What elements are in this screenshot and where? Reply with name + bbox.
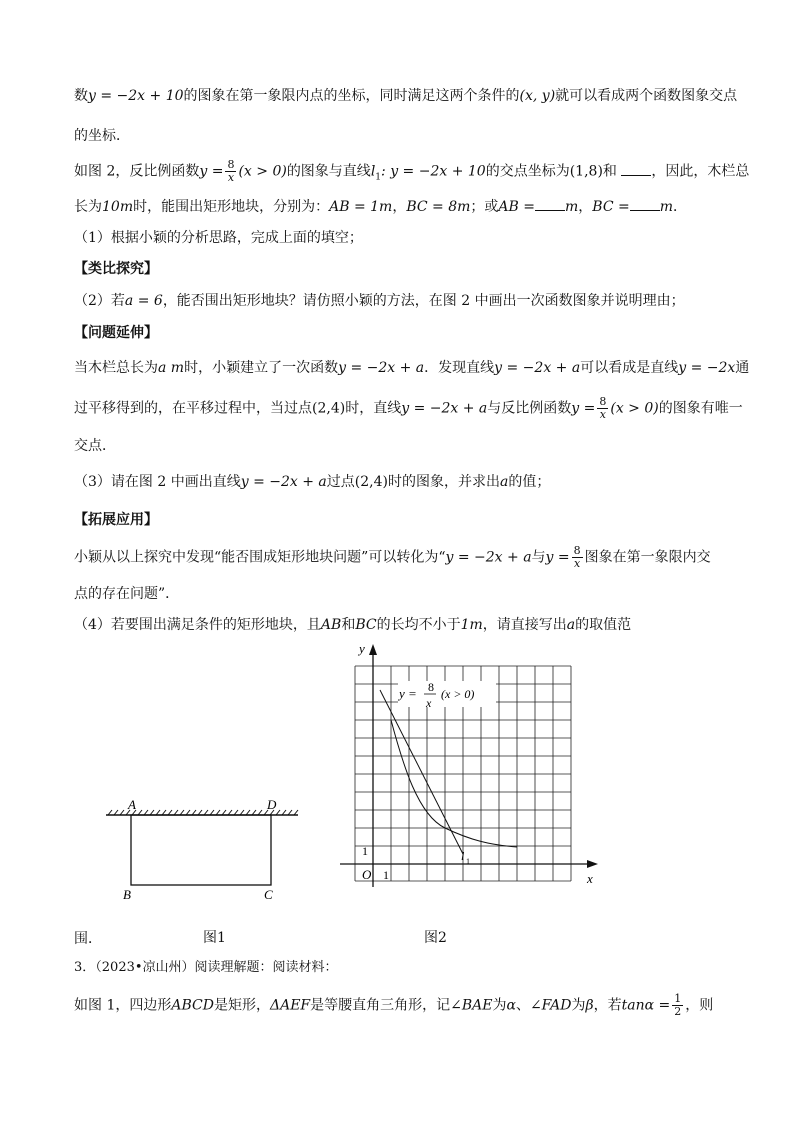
text: 和 [602,163,617,180]
text: 与 [531,549,546,566]
para4-line1 [74,545,724,570]
math: a m [158,360,185,376]
para1-line1 [74,86,738,106]
figure-2 [330,635,610,890]
text: 的图象在第一象限内点的坐标，同时满足这两个条件的 [183,88,520,104]
text: 的取值范 [575,617,632,633]
text: 时，直线 [345,400,402,417]
text: ．发现直线 [424,360,495,376]
math: y = −2x + a [338,360,425,376]
figure-2-caption: 图2 [424,930,447,946]
text: 的值； [508,474,551,490]
next-question-line2 [74,993,724,1018]
text: 时，能围出矩形地块，分别为： [133,199,330,215]
math: y = −2x + a [401,400,488,417]
origin-label: O [362,867,372,882]
fraction [225,159,236,184]
y-tick-label: 1 [362,844,368,858]
denominator: 2 [674,1005,682,1018]
text: 数 [74,88,88,104]
math: AB = [498,199,535,215]
math: ΔAEF [269,997,311,1014]
math: α [506,997,516,1014]
math: BC [355,617,377,633]
text: ，因此，木栏总 [651,163,750,180]
para1-line2: 的坐标． [74,128,130,144]
math: y = −2x + a [445,549,532,566]
numerator: 8 [573,544,581,557]
text: 如图 2，反比例函数 [74,163,200,180]
curve-label-den: x [426,696,432,710]
text: 的图象有唯一 [658,400,743,417]
text: ，则 [685,997,714,1014]
math: (x > 0) [238,163,287,180]
text: ，请直接写出 [482,617,567,633]
question-4 [74,615,724,635]
answer-blank[interactable] [630,210,660,211]
line-label-sub: 1 [466,857,470,866]
line-label: l [461,849,465,863]
text: ，若 [593,997,622,1014]
fraction [597,396,608,421]
text: 是矩形， [213,997,270,1014]
label-a: A [128,797,136,812]
x-tick-label: 1 [383,868,389,882]
figure-1 [100,795,310,905]
question-3 [74,472,724,492]
math: l [370,163,376,180]
para2-line2 [74,197,724,217]
math: AB [320,617,342,633]
x-axis-label: x [587,871,593,886]
question-4-end: 围． [74,931,102,947]
text: 与反比例函数 [487,400,572,417]
text: 就可以看成两个函数图象交点 [555,88,738,104]
math: (2,4) [312,400,346,417]
text: ，能否围出矩形地块？请仿照小颖的方法，在图 2 中画出一次函数图象并说明理由； [162,293,685,309]
curve-label-y: y = [399,686,417,701]
text: （4）若要围出满足条件的矩形地块，且 [74,617,321,633]
text: 的交点坐标为 [485,163,570,180]
math: y = −2x + a [240,474,327,490]
text: 、 [515,997,530,1014]
question-2 [74,291,724,311]
denominator: x [574,557,581,570]
text: ， [392,199,407,215]
label-b: B [123,887,131,902]
math: (1,8) [569,163,603,180]
y-axis-arrow [369,644,377,655]
text: 可以看成是直线 [580,360,679,376]
text: 小颖从以上探究中发现“能否围成矩形地块问题”可以转化为“ [74,549,446,566]
para4-line2: 点的存在问题”． [74,586,180,602]
text: 通 [735,360,750,376]
text: 时，小颖建立了一次函数 [184,360,339,376]
text: 过平移得到的，在平移过程中，当过点 [74,400,312,417]
text: 为 [492,997,507,1014]
text: ；或 [470,199,499,215]
answer-blank[interactable] [535,210,565,211]
math: tanα = [621,997,671,1014]
text: ． [673,199,687,215]
numerator: 8 [599,395,607,408]
math: AB = 1m [329,199,393,215]
text: 当木栏总长为 [74,360,158,376]
text: 和 [341,617,356,633]
fraction [672,993,683,1018]
text: 为 [571,997,586,1014]
rectangle-abcd [131,815,271,885]
text: 时的图象，并求出 [387,474,500,490]
para3-line3: 交点． [74,438,116,454]
math: y = [571,400,596,417]
answer-blank[interactable] [621,175,651,176]
curve-label-cond: (x > 0) [441,687,475,701]
para2-line1 [74,158,750,187]
math: a = 6 [124,293,163,309]
text: 是等腰直角三角形，记 [310,997,451,1014]
fraction [572,545,583,570]
math: m [564,199,579,215]
next-question-line1: 3．（2023•凉山州）阅读理解题：阅读材料： [74,960,338,975]
math: ∠FAD [529,997,572,1014]
math: m [659,199,673,215]
numerator: 8 [227,158,235,171]
para3-line2 [74,395,743,421]
text: 长为 [74,199,102,215]
denominator: x [599,408,606,421]
text: 如图 1，四边形 [74,997,172,1014]
math: 1m [460,617,483,633]
math: a [566,617,576,633]
math: y = [199,163,224,180]
math: ∠BAE [450,997,493,1014]
text: 图象在第一象限内交 [584,549,711,566]
line-l1 [380,690,463,854]
question-1: （1）根据小颖的分析思路，完成上面的填空； [74,230,363,246]
math: y = [545,549,570,566]
math: y = −2x [678,360,736,376]
para3-line1 [74,358,750,378]
denominator: x [227,171,235,184]
heading-apply: 【拓展应用】 [74,512,158,528]
math: (x, y) [519,88,556,104]
math: y = −2x + 10 [88,88,184,104]
text: 的长均不小于 [376,617,461,633]
math: ABCD [171,997,214,1014]
heading-extend: 【问题延伸】 [74,325,158,341]
numerator: 1 [674,992,682,1005]
math: β [585,997,594,1014]
math: : y = −2x + 10 [381,163,486,180]
label-d: D [267,797,277,812]
text: ， [578,199,593,215]
math: 10m [102,199,134,215]
heading-analogy: 【类比探究】 [74,261,158,277]
figure-1-caption: 图1 [203,930,226,946]
text: 过点 [326,474,355,490]
math: (2,4) [354,474,388,490]
math: y = −2x + a [494,360,581,376]
text: （3）请在图 2 中画出直线 [74,474,241,490]
curve-label-num: 8 [428,680,434,694]
math: (x > 0) [610,400,659,417]
math: a [499,474,509,490]
subscript: 1 [375,172,382,183]
text: （2）若 [74,293,125,309]
label-c: C [264,887,273,902]
x-axis-arrow [587,860,598,868]
text: 的图象与直线 [286,163,371,180]
math: BC = [592,199,630,215]
y-axis-label: y [359,641,365,656]
math: BC = 8m [406,199,471,215]
